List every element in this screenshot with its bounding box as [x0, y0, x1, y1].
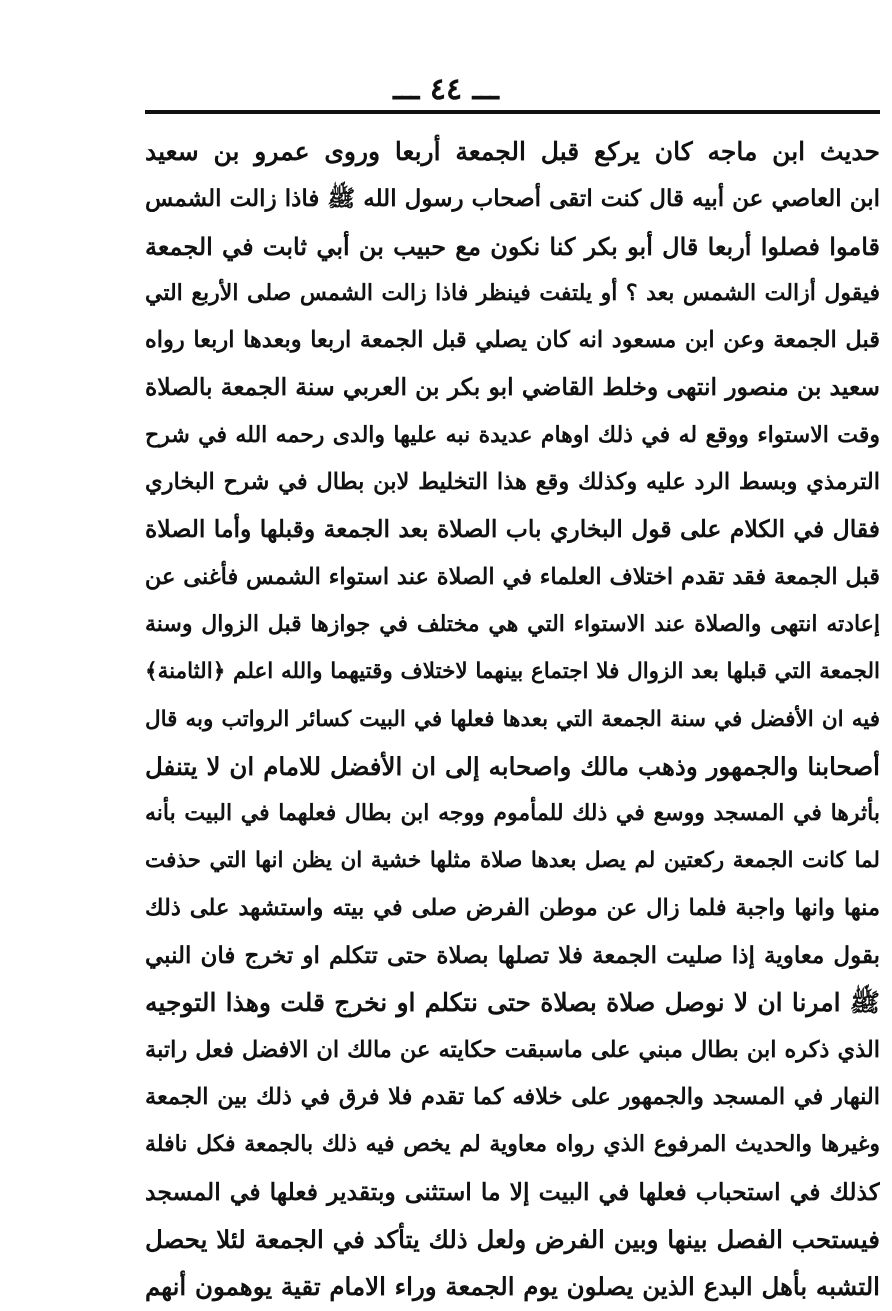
text-line: الذي ذكره ابن بطال مبني على ماسبقت حكايته عن مالك ان الافضل فعل راتبة [145, 1036, 880, 1063]
text-line: ﷺ امرنا ان لا نوصل صلاة بصلاة حتى نتكلم او نخرج قلت وهذا التوجيه [145, 988, 880, 1018]
text-line: الترمذي وبسط الرد عليه وكذلك وقع هذا التخليط لابن بطال في شرح البخاري [145, 469, 880, 496]
text-line: فيه ان الأفضل في سنة الجمعة التي بعدها فعلها في البيت كسائر الرواتب وبه قال [145, 706, 880, 732]
text-line: وغيرها والحديث المرفوع الذي رواه معاوية لم يخص فيه ذلك بالجمعة فكل نافلة [145, 1131, 880, 1158]
text-line: فيقول أزالت الشمس بعد ؟ أو يلتفت فينظر فاذا زالت الشمس صلى الأربع التي [145, 279, 880, 306]
text-line: حديث ابن ماجه كان يركع قبل الجمعة أربعا وروى عمرو بن سعيد [145, 137, 880, 166]
text-line: فقال في الكلام على قول البخاري باب الصلاة بعد الجمعة وقبلها وأما الصلاة [145, 515, 880, 544]
text-line: كذلك في استحباب فعلها في البيت إلا ما استثنى وبتقدير فعلها في المسجد [145, 1177, 880, 1206]
text-line: وقت الاستواء ووقع له في ذلك اوهام عديدة نبه عليها والدى رحمه الله في شرح [145, 421, 880, 448]
text-line: إعادته انتهى والصلاة عند الاستواء التي هي مختلف في جوازها قبل الزوال وسنة [145, 610, 880, 637]
header-rule [145, 110, 880, 114]
text-line: بقول معاوية إذا صليت الجمعة فلا تصلها بصلاة حتى تتكلم او تخرج فان النبي [145, 942, 880, 970]
page-number: ـــ ٤٤ ـــ [393, 72, 499, 107]
text-line: الجمعة التي قبلها بعد الزوال فلا اجتماع بينهما لاختلاف وقتيهما والله اعلم ﴿الثامنة﴾ [145, 659, 880, 685]
text-line: أصحابنا والجمهور وذهب مالك واصحابه إلى ان الأفضل للامام ان لا يتنفل [145, 751, 880, 781]
text-line: سعيد بن منصور انتهى وخلط القاضي ابو بكر بن العربي سنة الجمعة بالصلاة [145, 373, 880, 402]
text-line: منها وانها واجبة فلما زال عن موطن الفرض صلى في بيته واستشهد على ذلك [145, 894, 880, 921]
text-line: بأثرها في المسجد ووسع في ذلك للمأموم ووجه ابن بطال فعلهما في البيت بأنه [145, 800, 880, 827]
text-line: لما كانت الجمعة ركعتين لم يصل بعدها صلاة مثلها خشية ان يظن انها التي حذفت [145, 848, 880, 874]
text-line: فيستحب الفصل بينها وبين الفرض ولعل ذلك يتأكد في الجمعة لئلا يحصل [145, 1224, 880, 1254]
text-line: قبل الجمعة وعن ابن مسعود انه كان يصلي قبل الجمعة اربعا وبعدها اربعا رواه [145, 327, 880, 354]
text-line: ابن العاصي عن أبيه قال كنت اتقى أصحاب رسول الله ﷺ فاذا زالت الشمس [145, 185, 880, 213]
text-line: النهار في المسجد والجمهور على خلافه كما تقدم فلا فرق في ذلك بين الجمعة [145, 1083, 880, 1110]
text-line: قبل الجمعة فقد تقدم اختلاف العلماء في الصلاة عند استواء الشمس فأغنى عن [145, 563, 880, 590]
text-line: التشبه بأهل البدع الذين يصلون يوم الجمعة وراء الامام تقية يوهمون أنهم [145, 1272, 880, 1302]
text-line: قاموا فصلوا أربعا قال أبو بكر كنا نكون مع حبيب بن أبي ثابت في الجمعة [145, 231, 880, 261]
body-text [145, 128, 880, 1310]
